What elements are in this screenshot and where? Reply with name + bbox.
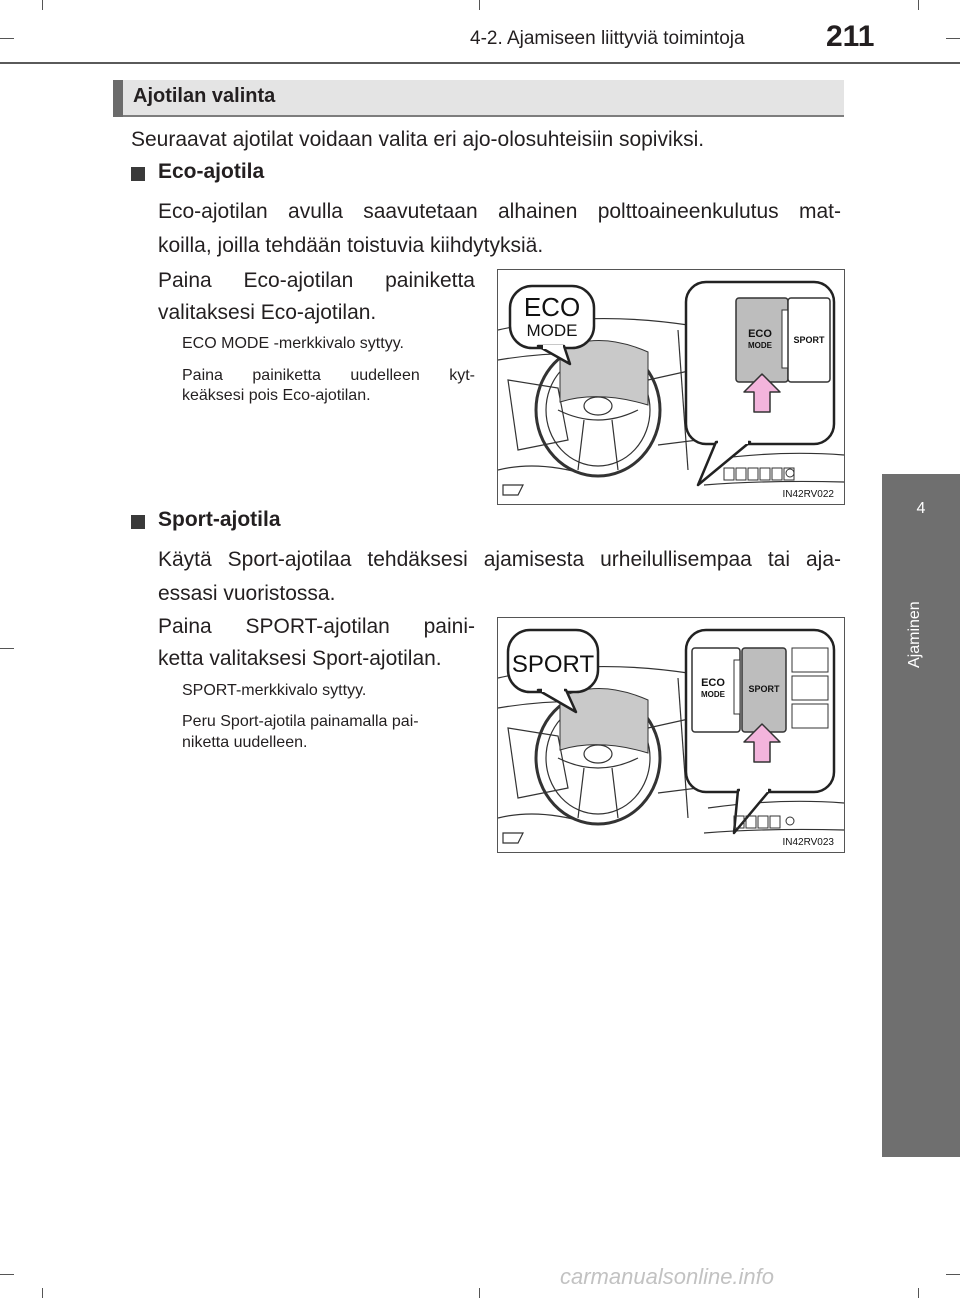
sport-button-label: SPORT bbox=[793, 335, 825, 345]
crop-mark bbox=[0, 38, 14, 39]
sport-description-line: essasi vuoristossa. bbox=[158, 582, 336, 605]
eco-button-top: ECO bbox=[701, 677, 725, 689]
eco-note: ECO MODE -merkkivalo syttyy. bbox=[182, 335, 404, 352]
page-number: 211 bbox=[826, 20, 875, 53]
crop-mark bbox=[918, 0, 919, 10]
crop-mark bbox=[0, 648, 14, 649]
crop-mark bbox=[0, 1274, 14, 1275]
sport-note: SPORT-merkkivalo syttyy. bbox=[182, 682, 367, 699]
chapter-tab bbox=[882, 474, 960, 1157]
eco-callout-bottom: MODE bbox=[526, 321, 578, 340]
section-title: Ajotilan valinta bbox=[133, 85, 276, 107]
sport-description-line: Käytä Sport-ajotilaa tehdäksesi ajamisesta urheilullisempaa tai aja- bbox=[158, 548, 841, 571]
chapter-title: Ajaminen bbox=[906, 601, 923, 668]
eco-figure-code: IN42RV022 bbox=[782, 489, 834, 500]
eco-note-line: keäksesi pois Eco-ajotilan. bbox=[182, 387, 371, 404]
eco-button-bottom: MODE bbox=[701, 690, 725, 699]
sport-instruction-line: Paina SPORT-ajotilan paini- bbox=[158, 615, 475, 638]
running-header-section: 4-2. Ajamiseen liittyviä toimintoja bbox=[470, 28, 745, 49]
sport-figure-code: IN42RV023 bbox=[782, 837, 834, 848]
sport-callout: SPORT bbox=[511, 651, 595, 678]
chapter-number: 4 bbox=[916, 500, 926, 517]
eco-description-line: Eco-ajotilan avulla saavutetaan alhainen polttoaineenkulutus mat- bbox=[158, 200, 841, 223]
sport-mode-illustration bbox=[497, 617, 845, 853]
header-rule bbox=[0, 62, 960, 64]
crop-mark bbox=[42, 1288, 43, 1298]
eco-dashboard-drawing bbox=[498, 270, 844, 504]
watermark: carmanualsonline.info bbox=[560, 1264, 775, 1289]
sport-button-label: SPORT bbox=[748, 684, 780, 694]
crop-mark bbox=[479, 0, 480, 10]
sport-dashboard-drawing bbox=[498, 618, 844, 852]
square-bullet-icon bbox=[131, 167, 145, 181]
square-bullet-icon bbox=[131, 515, 145, 529]
crop-mark bbox=[946, 38, 960, 39]
crop-mark bbox=[42, 0, 43, 10]
sport-note-line: Peru Sport-ajotila painamalla pai- bbox=[182, 713, 419, 730]
crop-mark bbox=[946, 1274, 960, 1275]
section-title-accent bbox=[113, 80, 123, 117]
eco-mode-illustration bbox=[497, 269, 845, 505]
eco-description-line: koilla, joilla tehdään toistuvia kiihdytyksiä. bbox=[158, 234, 544, 257]
eco-callout-top: ECO bbox=[523, 292, 581, 322]
sport-heading: Sport-ajotila bbox=[158, 508, 281, 531]
crop-mark bbox=[479, 1288, 480, 1298]
eco-note-line: Paina painiketta uudelleen kyt- bbox=[182, 367, 475, 384]
eco-button-top: ECO bbox=[748, 328, 772, 340]
sport-instruction-line: ketta valitaksesi Sport-ajotilan. bbox=[158, 647, 442, 670]
sport-note-line: niketta uudelleen. bbox=[182, 734, 308, 751]
crop-mark bbox=[918, 1288, 919, 1298]
eco-instruction-line: Paina Eco-ajotilan painiketta bbox=[158, 269, 475, 292]
intro-text: Seuraavat ajotilat voidaan valita eri ajo-olosuhteisiin sopiviksi. bbox=[131, 128, 705, 151]
eco-button-bottom: MODE bbox=[748, 341, 772, 350]
eco-heading: Eco-ajotila bbox=[158, 160, 265, 183]
eco-instruction-line: valitaksesi Eco-ajotilan. bbox=[158, 301, 377, 324]
